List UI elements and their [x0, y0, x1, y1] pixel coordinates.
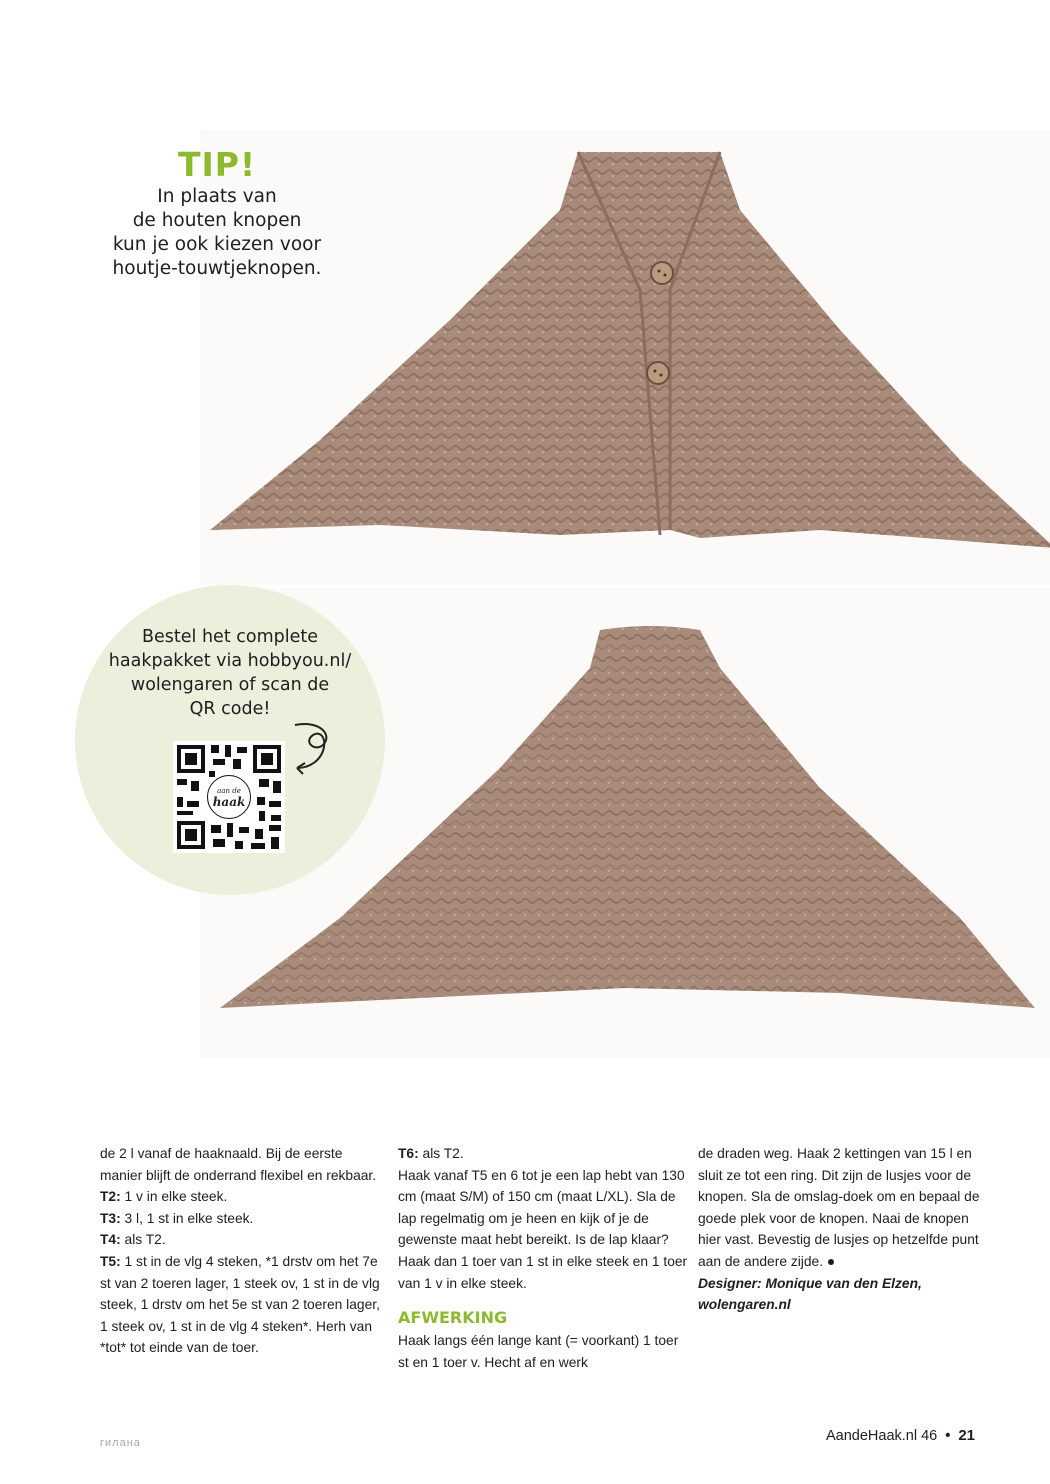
- qr-logo-big-text: haak: [212, 795, 246, 809]
- row-instruction: [100, 1186, 385, 1208]
- section-heading-afwerking: AFWERKING: [398, 1308, 508, 1328]
- tip-line: de houten knopen: [132, 210, 302, 231]
- qr-logo-small-text: aan de: [217, 787, 241, 795]
- row-instruction: [100, 1251, 385, 1359]
- designer-line: Designer: Monique van den Elzen,: [698, 1275, 922, 1291]
- row-label: T4:: [100, 1232, 121, 1248]
- row-text: 1 st in de vlg 4 steken, *1 drstv om het 7e st van 2 toeren lager, 1 steek ov, 1 st in de vlg steek, 1 drstv om het 5e st van 2 toeren lager, 1 steek ov, 1 st in de vlg 4 steken*. Herh van *tot* tot einde van de toer.: [100, 1253, 380, 1356]
- promo-line: QR code!: [189, 699, 271, 719]
- text-column-3: [698, 1143, 988, 1316]
- tip-heading: TIP!: [177, 145, 257, 184]
- tip-block: [92, 145, 342, 281]
- row-text: als T2.: [418, 1146, 464, 1161]
- promo-text: [75, 625, 385, 721]
- designer-credit: [698, 1273, 988, 1316]
- row-text: 1 v in elke steek.: [120, 1189, 228, 1205]
- wooden-button-icon: [647, 362, 669, 384]
- tip-line: houtje-touwtjeknopen.: [112, 258, 322, 279]
- tip-text: [92, 185, 342, 281]
- qr-code[interactable]: [173, 741, 285, 853]
- paragraph: [698, 1143, 988, 1273]
- footer-separator: •: [945, 1428, 951, 1444]
- paragraph: Haak langs één lange kant (= voorkant) 1 toer st en 1 toer v. Hecht af en werk: [398, 1333, 679, 1370]
- row-instruction: [100, 1229, 385, 1251]
- promo-line: haakpakket via hobbyou.nl/: [108, 651, 352, 671]
- row-label: T2:: [100, 1189, 121, 1205]
- page-number: 21: [958, 1427, 975, 1444]
- text-column-2: [398, 1143, 688, 1373]
- wooden-button-icon: [651, 262, 673, 284]
- promo-circle: [75, 585, 385, 895]
- end-bullet-icon: [828, 1259, 834, 1265]
- magazine-name: AandeHaak.nl 46: [825, 1428, 938, 1444]
- row-label: T5:: [100, 1253, 121, 1269]
- promo-line: Bestel het complete: [142, 627, 318, 647]
- row-label: T3:: [100, 1210, 121, 1226]
- row-label: T6:: [398, 1146, 419, 1161]
- row-text: als T2.: [120, 1232, 166, 1248]
- tip-line: kun je ook kiezen voor: [112, 234, 322, 255]
- promo-line: wolengaren of scan de: [130, 675, 330, 695]
- paragraph-text: de draden weg. Haak 2 kettingen van 15 l en sluit ze tot een ring. Dit zijn de lusjes voor de knopen. Sla de omslag-doek om en bepaal de goede plek voor de knopen. Naai de knopen hier vast. Bevestig de lusjes op hetzelfde punt aan de andere zijde.: [698, 1146, 980, 1269]
- designer-line: wolengaren.nl: [698, 1297, 791, 1313]
- row-text: 3 l, 1 st in elke steek.: [120, 1210, 254, 1226]
- page-footer: [826, 1427, 975, 1444]
- text-column-1: [100, 1143, 385, 1359]
- paragraph: de 2 l vanaf de haaknaald. Bij de eerste manier blijft de onderrand flexibel en rekbaar.: [100, 1146, 377, 1183]
- curly-arrow-icon: [285, 720, 335, 775]
- watermark: гилана: [100, 1437, 141, 1449]
- row-instruction: [398, 1143, 688, 1165]
- qr-logo: [207, 775, 251, 819]
- paragraph: Haak vanaf T5 en 6 tot je een lap hebt van 130 cm (maat S/M) of 150 cm (maat L/XL). Sla de lap regelmatig om je heen en kijk of je de gewenste maat hebt bereikt. Is de lap klaar? Haak dan 1 toer van 1 st in elke steek en 1 toer van 1 v in elke steek.: [398, 1167, 688, 1291]
- row-instruction: [100, 1208, 385, 1230]
- tip-line: In plaats van: [157, 186, 277, 207]
